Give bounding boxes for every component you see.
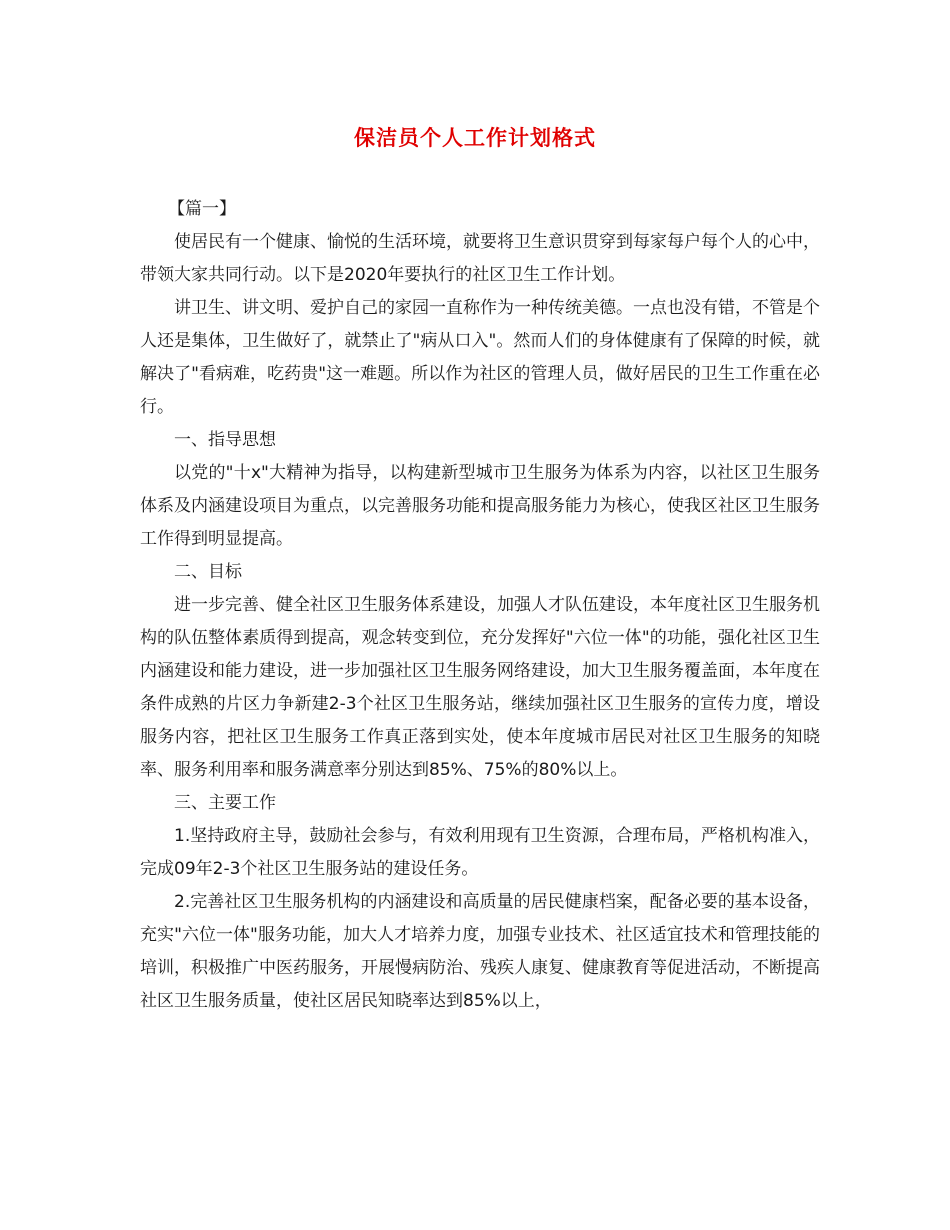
document-body	[140, 193, 820, 1018]
main-work-item-2: 2.完善社区卫生服务机构的内涵建设和高质量的居民健康档案，配备必要的基本设备，充实"六位一体"服务功能，加大人才培养力度，加强专业技术、社区适宜技术和管理技能的培训，积极推广中医药服务，开展慢病防治、残疾人康复、健康教育等促进活动，不断提高社区卫生服务质量，使社区居民知晓率达到85%以上，	[140, 892, 820, 1011]
document-title: 保洁员个人工作计划格式	[354, 125, 596, 150]
main-work-item-1: 1.坚持政府主导，鼓励社会参与，有效利用现有卫生资源，合理布局，严格机构准入，完成09年2-3个社区卫生服务站的建设任务。	[140, 826, 820, 879]
intro-paragraph-1: 使居民有一个健康、愉悦的生活环境，就要将卫生意识贯穿到每家每户每个人的心中，带领大家共同行动。以下是2020年要执行的社区卫生工作计划。	[140, 232, 820, 285]
section-tag: 【篇一】	[168, 199, 236, 219]
guiding-ideology-paragraph: 以党的"十x"大精神为指导，以构建新型城市卫生服务为体系为内容，以社区卫生服务体系及内涵建设项目为重点，以完善服务功能和提高服务能力为核心，使我区社区卫生服务工作得到明显提高。	[140, 463, 820, 549]
intro-paragraph-2: 讲卫生、讲文明、爱护自己的家园一直称作为一种传统美德。一点也没有错，不管是个人还是集体，卫生做好了，就禁止了"病从口入"。然而人们的身体健康有了保障的时候，就解决了"看病难，吃药贵"这一难题。所以作为社区的管理人员，做好居民的卫生工作重在必行。	[140, 298, 820, 417]
section-heading-main-work: 三、主要工作	[174, 793, 276, 813]
section-heading-guiding-ideology: 一、指导思想	[174, 430, 276, 450]
section-heading-goals: 二、目标	[174, 562, 242, 582]
goals-paragraph: 进一步完善、健全社区卫生服务体系建设，加强人才队伍建设，本年度社区卫生服务机构的队伍整体素质得到提高，观念转变到位，充分发挥好"六位一体"的功能，强化社区卫生内涵建设和能力建设，进一步加强社区卫生服务网络建设，加大卫生服务覆盖面，本年度在条件成熟的片区力争新建2-3个社区卫生服务站，继续加强社区卫生服务的宣传力度，增设服务内容，把社区卫生服务工作真正落到实处，使本年度城市居民对社区卫生服务的知晓率、服务利用率和服务满意率分别达到85%、75%的80%以上。	[140, 595, 820, 780]
